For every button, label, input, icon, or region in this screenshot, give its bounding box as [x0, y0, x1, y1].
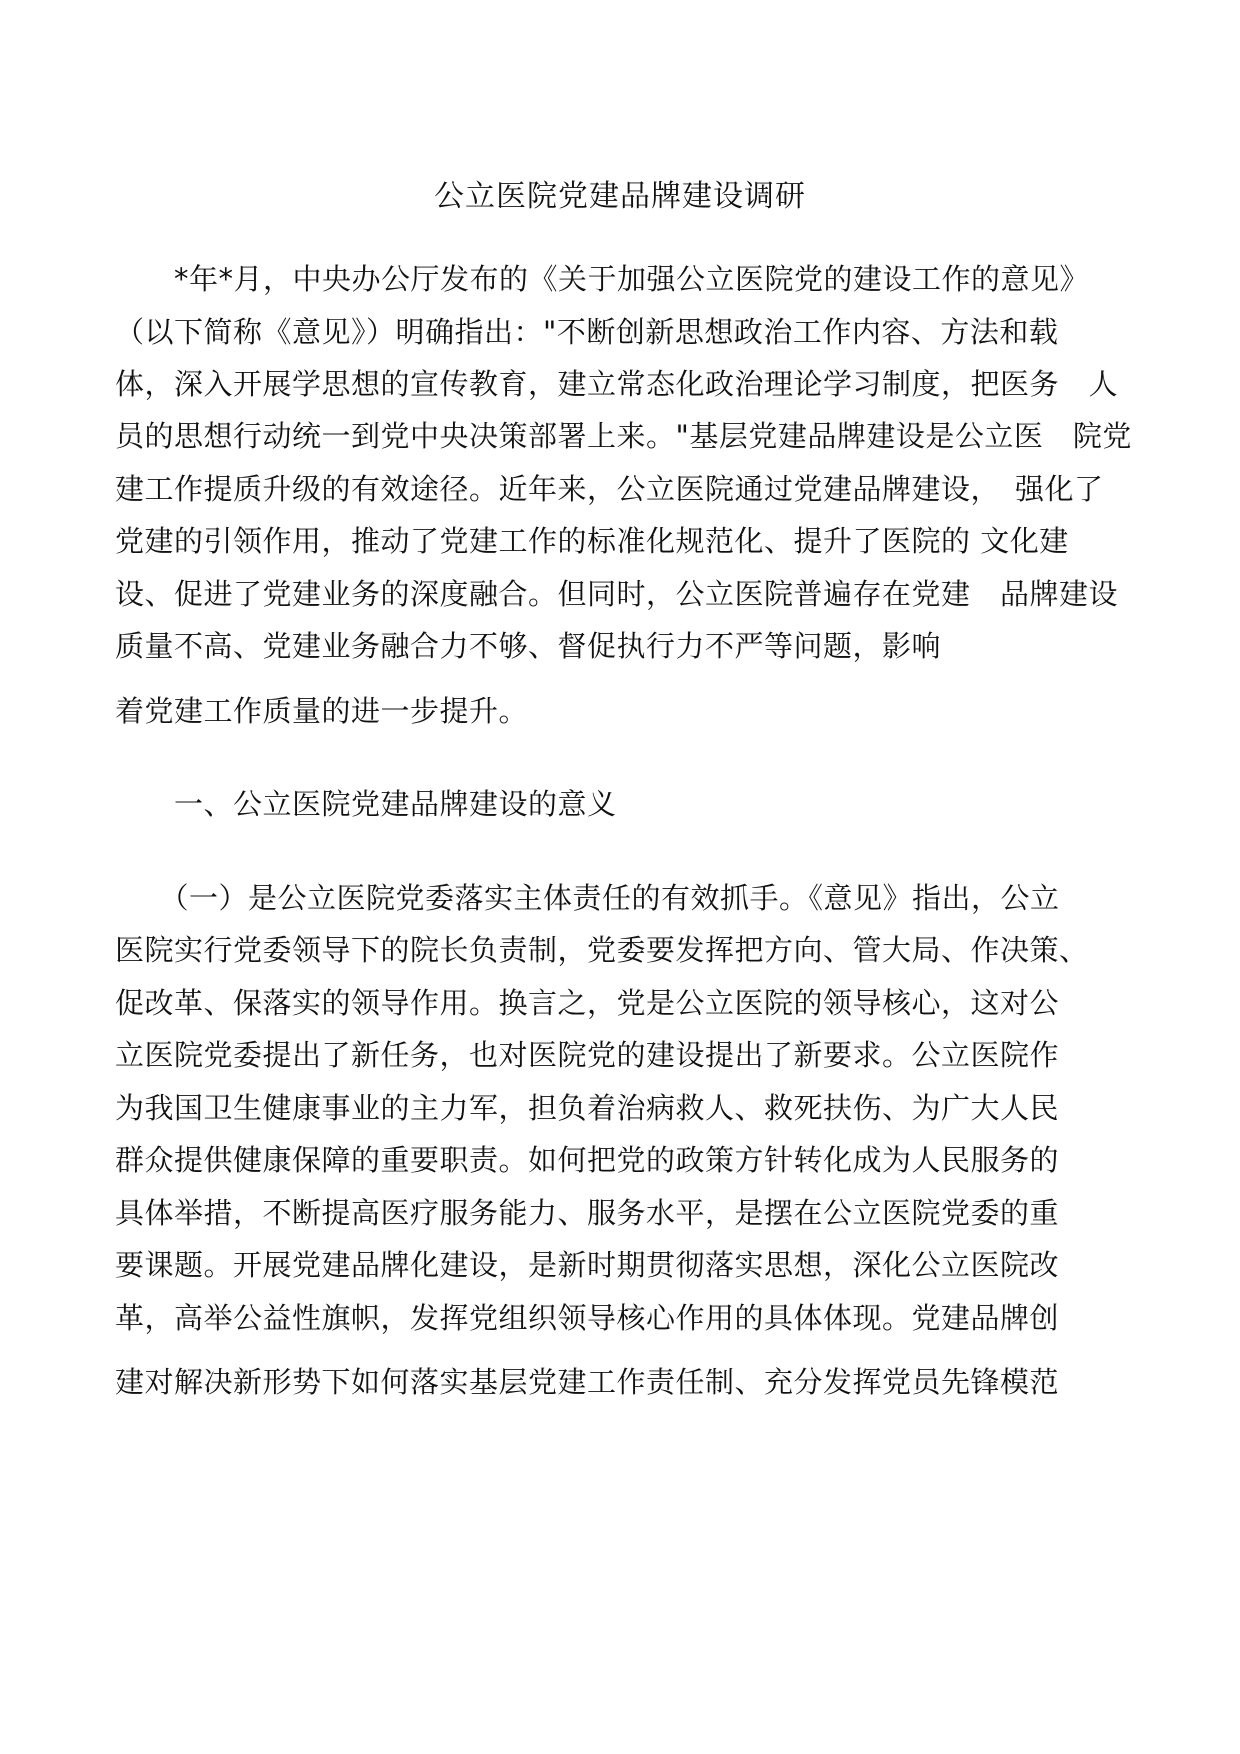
body-line-9: 着党建工作质量的进一步提升。 [115, 694, 529, 728]
body-line-2: （以下简称《意见》）明确指出："不断创新思想政治工作内容、方法和载 [115, 315, 1059, 349]
body-line-4: 员的思想行动统一到党中央决策部署上来。"基层党建品牌建设是公立医 院党 [115, 419, 1132, 453]
body-line-3: 体，深入开展学思想的宣传教育，建立常态化政治理论学习制度，把医务 人 [115, 367, 1119, 401]
body-line-13: 立医院党委提出了新任务，也对医院党的建设提出了新要求。公立医院作 [115, 1038, 1060, 1072]
body-line-17: 要课题。开展党建品牌化建设，是新时期贯彻落实思想，深化公立医院改 [115, 1248, 1060, 1282]
body-line-11: 医院实行党委领导下的院长负责制，党委要发挥把方向、管大局、作决策、 [115, 933, 1089, 967]
body-line-18: 革，高举公益性旗帜，发挥党组织领导核心作用的具体体现。党建品牌创 [115, 1301, 1060, 1335]
body-line-15: 群众提供健康保障的重要职责。如何把党的政策方针转化成为人民服务的 [115, 1143, 1060, 1177]
body-line-19: 建对解决新形势下如何落实基层党建工作责任制、充分发挥党员先锋模范 [115, 1365, 1060, 1399]
body-line-8: 质量不高、党建业务融合力不够、督促执行力不严等问题，影响 [115, 629, 942, 663]
document-title: 公立医院党建品牌建设调研 [434, 179, 806, 214]
body-line-10: （一）是公立医院党委落实主体责任的有效抓手。《意见》指出，公立 [115, 881, 1060, 915]
body-line-12: 促改革、保落实的领导作用。换言之，党是公立医院的领导核心，这对公 [115, 986, 1060, 1020]
body-line-1: *年*月，中央办公厅发布的《关于加强公立医院党的建设工作的意见》 [115, 262, 1090, 296]
body-line-7: 设、促进了党建业务的深度融合。但同时，公立医院普遍存在党建 品牌建设 [115, 577, 1119, 611]
body-line-6: 党建的引领作用，推动了党建工作的标准化规范化、提升了医院的 文化建 [115, 524, 1069, 558]
body-line-5: 建工作提质升级的有效途径。近年来，公立医院通过党建品牌建设， 强化了 [115, 472, 1104, 506]
body-line-14: 为我国卫生健康事业的主力军，担负着治病救人、救死扶伤、为广大人民 [115, 1091, 1060, 1125]
body-line-16: 具体举措，不断提高医疗服务能力、服务水平，是摆在公立医院党委的重 [115, 1196, 1060, 1230]
section-heading-1: 一、公立医院党建品牌建设的意义 [115, 787, 617, 821]
